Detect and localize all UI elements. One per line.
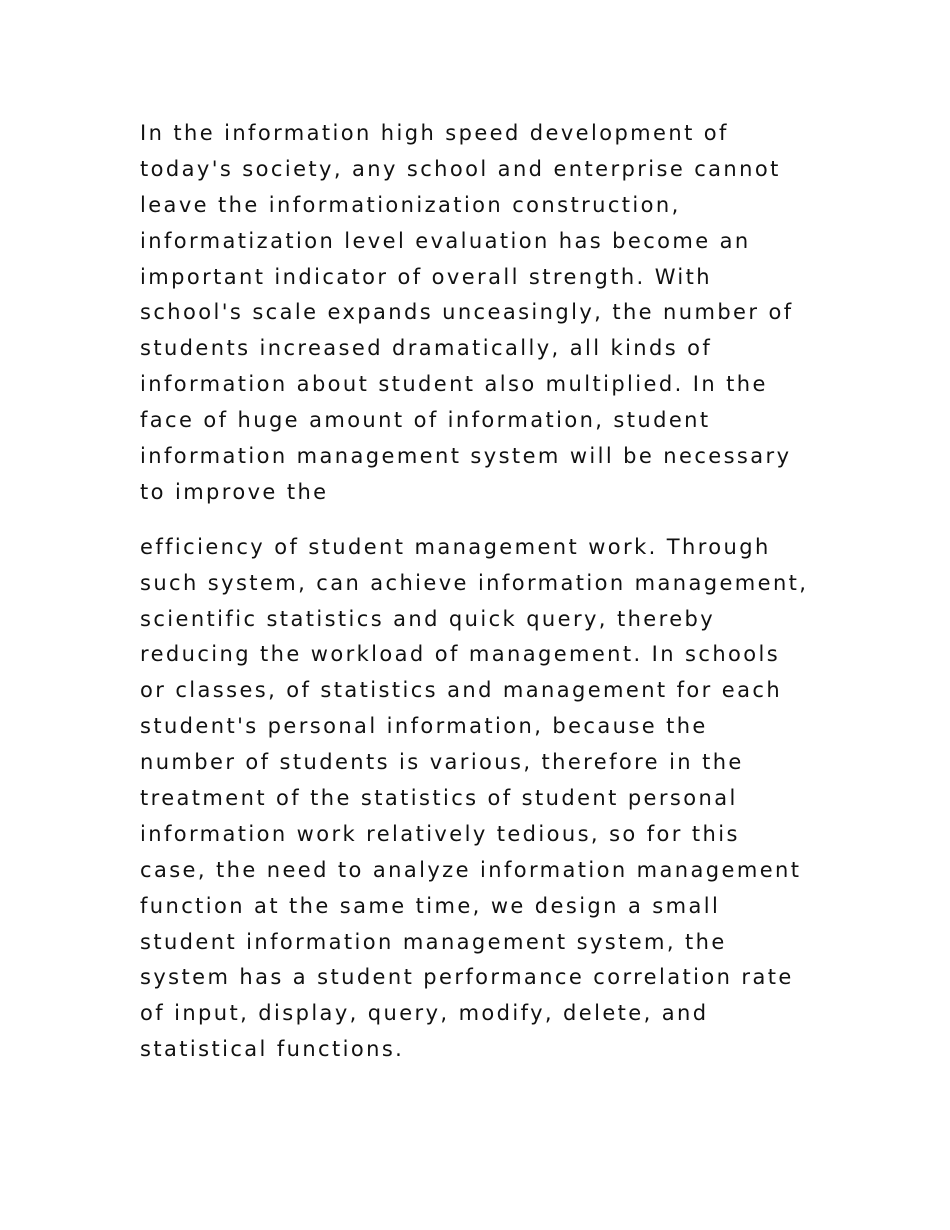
text-line: system has a student performance correlation rate	[140, 965, 794, 990]
document-body	[140, 116, 830, 1068]
text-line: student information management system, the	[140, 929, 727, 954]
text-line: case, the need to analyze information management	[140, 857, 802, 882]
text-line: such system, can achieve information management,	[140, 570, 809, 595]
text-line: students increased dramatically, all kinds of	[140, 336, 713, 361]
text-line: information management system will be necessary	[140, 444, 792, 469]
text-line: statistical functions.	[140, 1037, 405, 1062]
text-line: treatment of the statistics of student personal	[140, 786, 738, 811]
text-line: In the information high speed development of	[140, 121, 729, 145]
text-line: number of students is various, therefore in the	[140, 750, 744, 775]
text-line: today's society, any school and enterprise cannot	[140, 156, 781, 181]
text-line: information work relatively tedious, so for this	[140, 821, 740, 846]
text-line: leave the informationization construction,	[140, 192, 681, 217]
text-line: school's scale expands unceasingly, the number of	[140, 300, 794, 325]
text-line: scientific statistics and quick query, thereby	[140, 606, 716, 631]
paragraph	[140, 530, 830, 1068]
paragraph	[140, 116, 830, 511]
text-line: informatization level evaluation has become an	[140, 228, 751, 253]
text-line: efficiency of student management work. Through	[140, 534, 771, 559]
text-line: function at the same time, we design a small	[140, 893, 721, 918]
text-line: reducing the workload of management. In schools	[140, 642, 781, 667]
text-line: information about student also multiplied. In the	[140, 372, 768, 397]
text-line: of input, display, query, modify, delete, and	[140, 1001, 709, 1026]
text-line: student's personal information, because the	[140, 714, 708, 739]
text-line: or classes, of statistics and management for each	[140, 678, 783, 703]
text-line: to improve the	[140, 479, 329, 504]
text-line: face of huge amount of information, student	[140, 408, 711, 433]
text-line: important indicator of overall strength. With	[140, 264, 712, 289]
